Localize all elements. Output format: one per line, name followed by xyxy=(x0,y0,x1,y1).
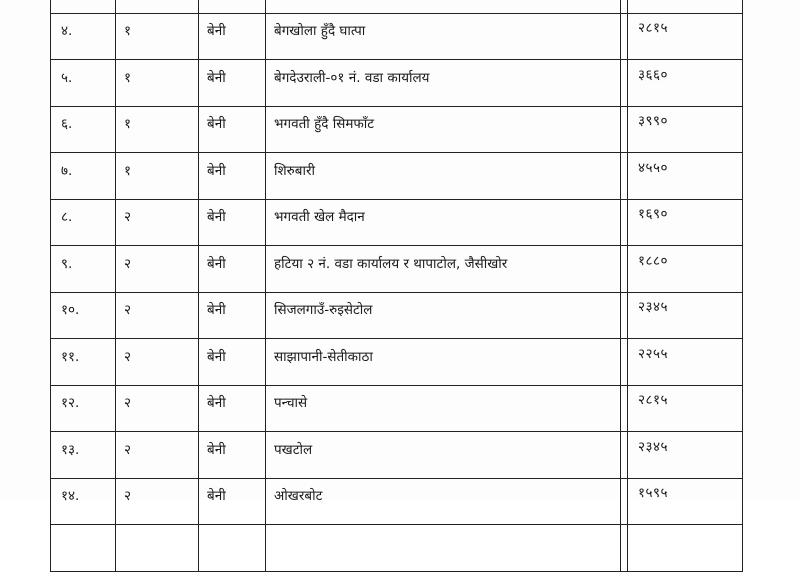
blank-cell xyxy=(621,246,628,293)
blank-cell xyxy=(621,0,628,13)
table-row xyxy=(51,153,743,200)
ward-number-cell xyxy=(116,292,199,339)
municipality-cell xyxy=(199,199,266,246)
number-cell xyxy=(628,432,743,479)
municipality-cell xyxy=(199,246,266,293)
serial-number-text: १२. xyxy=(61,395,80,412)
municipality-cell xyxy=(199,525,266,572)
serial-number-cell xyxy=(51,153,116,200)
blank-cell xyxy=(621,525,628,572)
ward-number-cell xyxy=(116,106,199,153)
place-name-cell xyxy=(266,199,621,246)
serial-number-text: १०. xyxy=(61,302,80,319)
serial-number-text: ८. xyxy=(61,209,73,226)
ward-number-text: १ xyxy=(124,162,132,179)
ward-number-cell xyxy=(116,385,199,432)
municipality-text: बेनी xyxy=(207,209,226,226)
place-name-text: साझापानी-सेतीकाठा xyxy=(274,348,373,365)
number-text: २२५५ xyxy=(638,345,669,362)
table-row xyxy=(51,385,743,432)
municipality-text: बेनी xyxy=(207,162,226,179)
municipality-cell xyxy=(199,385,266,432)
place-name-cell xyxy=(266,246,621,293)
place-name-cell xyxy=(266,153,621,200)
place-name-cell xyxy=(266,432,621,479)
number-text: १५९५ xyxy=(638,485,669,502)
serial-number-cell xyxy=(51,246,116,293)
municipality-cell xyxy=(199,106,266,153)
number-cell xyxy=(628,478,743,525)
place-name-text: बेगखोला हुँदै घात्पा xyxy=(274,23,366,40)
blank-cell xyxy=(621,432,628,479)
ward-number-text: २ xyxy=(124,441,132,458)
municipality-text: बेनी xyxy=(207,69,226,86)
number-cell xyxy=(628,60,743,107)
municipality-text: बेनी xyxy=(207,255,226,272)
municipality-cell xyxy=(199,292,266,339)
blank-cell xyxy=(621,478,628,525)
number-cell xyxy=(628,199,743,246)
ward-number-cell xyxy=(116,153,199,200)
ward-number-text: २ xyxy=(124,395,132,412)
place-name-text: भगवती हुँदै सिमफाँट xyxy=(274,116,375,133)
number-cell xyxy=(628,0,743,13)
ward-number-text: १ xyxy=(124,116,132,133)
place-name-text: हटिया २ नं. वडा कार्यालय र थापाटोल, जैसीखोर xyxy=(274,255,508,272)
number-cell xyxy=(628,246,743,293)
number-text: २३४५ xyxy=(638,299,669,316)
ward-number-text: २ xyxy=(124,209,132,226)
ward-number-cell xyxy=(116,13,199,60)
number-text: ३६६० xyxy=(638,66,669,83)
table-row xyxy=(51,339,743,386)
municipality-text: बेनी xyxy=(207,395,226,412)
place-name-cell xyxy=(266,292,621,339)
table-row xyxy=(51,246,743,293)
municipality-cell xyxy=(199,153,266,200)
number-text: २३४५ xyxy=(638,438,669,455)
number-cell xyxy=(628,385,743,432)
serial-number-cell xyxy=(51,13,116,60)
ward-number-text: २ xyxy=(124,302,132,319)
place-name-cell xyxy=(266,385,621,432)
table-row xyxy=(51,199,743,246)
serial-number-text: १३. xyxy=(61,441,80,458)
municipality-cell xyxy=(199,60,266,107)
serial-number-text: ९. xyxy=(61,255,73,272)
number-cell xyxy=(628,292,743,339)
serial-number-text: ११. xyxy=(61,348,80,365)
table-row xyxy=(51,106,743,153)
ward-number-text: १ xyxy=(124,23,132,40)
place-name-cell xyxy=(266,478,621,525)
ward-number-cell xyxy=(116,525,199,572)
number-cell xyxy=(628,525,743,572)
blank-cell xyxy=(621,106,628,153)
table-row xyxy=(51,0,743,13)
ward-number-cell xyxy=(116,0,199,13)
route-distance-table xyxy=(50,0,743,572)
number-text: १६९० xyxy=(638,206,669,223)
municipality-text: बेनी xyxy=(207,23,226,40)
municipality-cell xyxy=(199,339,266,386)
table-row xyxy=(51,13,743,60)
serial-number-text: ६. xyxy=(61,116,73,133)
municipality-text: बेनी xyxy=(207,441,226,458)
municipality-cell xyxy=(199,432,266,479)
blank-cell xyxy=(621,199,628,246)
ward-number-cell xyxy=(116,60,199,107)
number-cell xyxy=(628,106,743,153)
place-name-text: सिजलगाउँ-रुइसेटोल xyxy=(274,302,373,319)
ward-number-text: २ xyxy=(124,255,132,272)
place-name-cell xyxy=(266,106,621,153)
serial-number-text: ७. xyxy=(61,162,73,179)
blank-cell xyxy=(621,153,628,200)
place-name-cell xyxy=(266,60,621,107)
ward-number-cell xyxy=(116,246,199,293)
ward-number-cell xyxy=(116,478,199,525)
blank-cell xyxy=(621,339,628,386)
municipality-text: बेनी xyxy=(207,302,226,319)
number-cell xyxy=(628,13,743,60)
municipality-cell xyxy=(199,13,266,60)
table-row xyxy=(51,525,743,572)
serial-number-text: ५. xyxy=(61,69,73,86)
serial-number-cell xyxy=(51,339,116,386)
municipality-text: बेनी xyxy=(207,116,226,133)
serial-number-text: ४. xyxy=(61,23,73,40)
municipality-cell xyxy=(199,478,266,525)
ward-number-cell xyxy=(116,199,199,246)
table-row xyxy=(51,432,743,479)
municipality-text: बेनी xyxy=(207,348,226,365)
ward-number-text: २ xyxy=(124,348,132,365)
place-name-text: शिरुबारी xyxy=(274,162,315,179)
ward-number-cell xyxy=(116,432,199,479)
number-text: २८१५ xyxy=(638,392,669,409)
serial-number-cell xyxy=(51,525,116,572)
serial-number-cell xyxy=(51,199,116,246)
serial-number-cell xyxy=(51,432,116,479)
ward-number-text: २ xyxy=(124,488,132,505)
place-name-cell xyxy=(266,525,621,572)
blank-cell xyxy=(621,60,628,107)
place-name-text: ओखरबोट xyxy=(274,488,323,505)
place-name-text: पन्चासे xyxy=(274,395,308,412)
number-cell xyxy=(628,339,743,386)
place-name-text: बेगदेउराली-०१ नं. वडा कार्यालय xyxy=(274,69,430,86)
place-name-cell xyxy=(266,339,621,386)
serial-number-cell xyxy=(51,0,116,13)
table-row xyxy=(51,292,743,339)
number-cell xyxy=(628,153,743,200)
place-name-text: पखटोल xyxy=(274,441,313,458)
serial-number-cell xyxy=(51,478,116,525)
place-name-cell xyxy=(266,13,621,60)
number-text: १८८० xyxy=(638,252,669,269)
ward-number-text: १ xyxy=(124,69,132,86)
table-row xyxy=(51,478,743,525)
serial-number-text: १४. xyxy=(61,488,80,505)
place-name-cell xyxy=(266,0,621,13)
place-name-text: भगवती खेल मैदान xyxy=(274,209,365,226)
number-text: ४५५० xyxy=(638,159,669,176)
municipality-text: बेनी xyxy=(207,488,226,505)
serial-number-cell xyxy=(51,385,116,432)
blank-cell xyxy=(621,292,628,339)
serial-number-cell xyxy=(51,292,116,339)
table-body xyxy=(51,0,743,571)
number-text: ३९९० xyxy=(638,113,669,130)
ward-number-cell xyxy=(116,339,199,386)
blank-cell xyxy=(621,13,628,60)
municipality-cell xyxy=(199,0,266,13)
blank-cell xyxy=(621,385,628,432)
table-row xyxy=(51,60,743,107)
serial-number-cell xyxy=(51,106,116,153)
serial-number-cell xyxy=(51,60,116,107)
number-text: २८१५ xyxy=(638,20,669,37)
